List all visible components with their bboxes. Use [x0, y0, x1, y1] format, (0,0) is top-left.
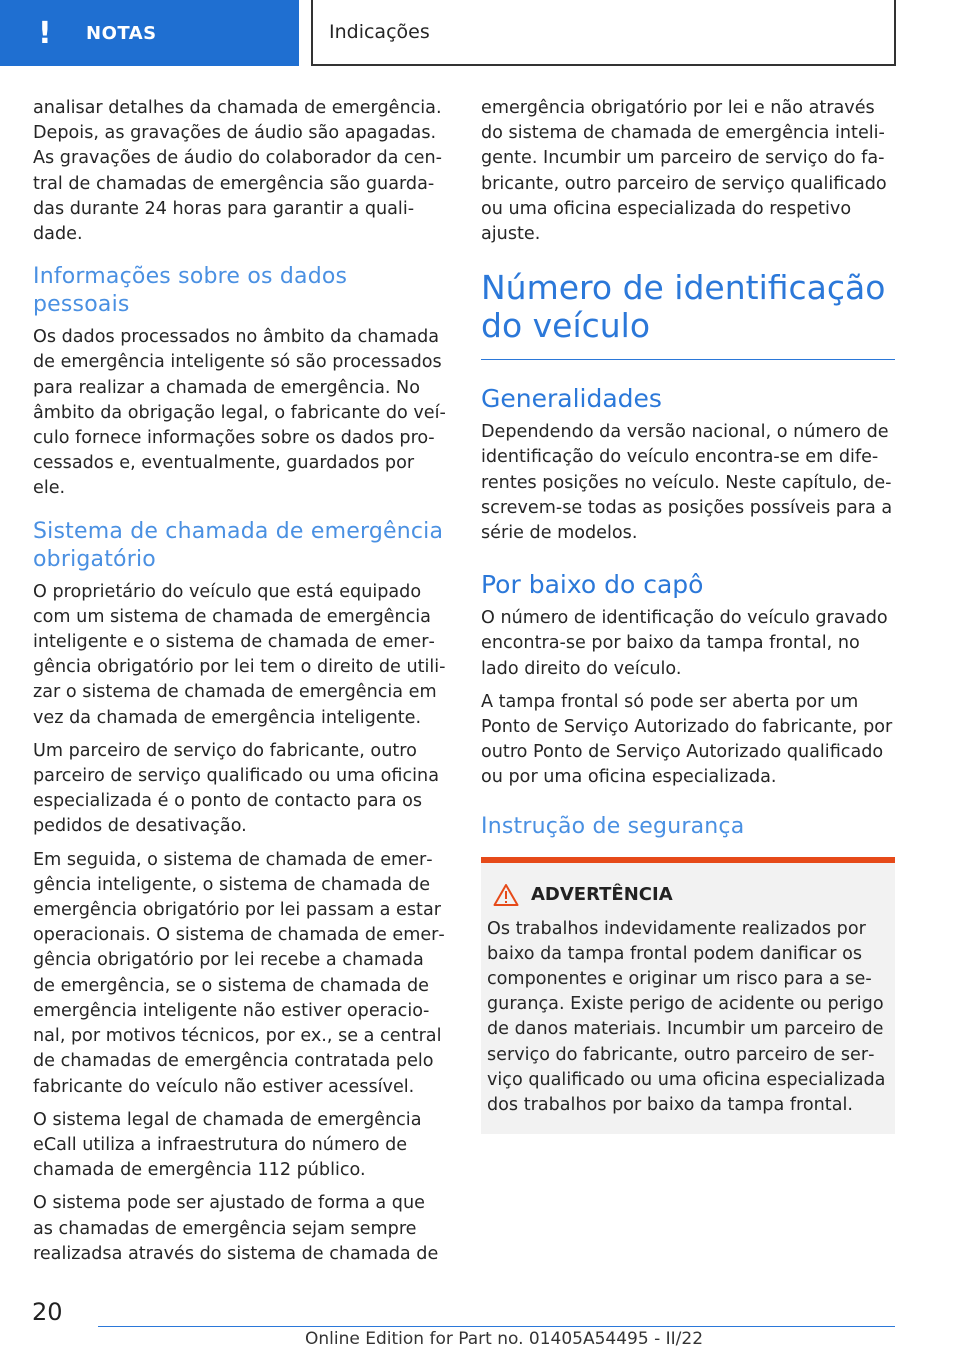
page-number: 20 — [32, 1298, 63, 1326]
paragraph: emergência obrigatório por lei e não através do sistema de chamada de emergência inteligente. Incumbir um parceiro de serviço do fabricante, outro parceiro de serviço qualificado ou uma oficina especializada do respetivo ajuste. — [481, 98, 887, 245]
exclamation-icon: ! — [38, 15, 52, 51]
heading-general: Generalidades — [481, 384, 662, 414]
heading-mandatory-emergency-call: Sistema de chamada de emergência obrigatório — [33, 518, 444, 572]
paragraph: O sistema legal de chamada de emergência eCall utiliza a infraestrutura do número de chamada de emergência 112 público. — [33, 1109, 422, 1181]
notes-tab — [0, 0, 299, 66]
paragraph: O número de identificação do veículo gravado encontra-se por baixo da tampa frontal, no lado direito do veículo. — [481, 608, 888, 679]
paragraph: Dependendo da versão nacional, o número de identificação do veículo encontra-se em diferentes posições no veículo. Neste capítulo, descrevem-se todas as posições possíveis para a série de modelos. — [481, 422, 893, 544]
chapter-divider — [481, 359, 895, 360]
warning-triangle-icon — [493, 883, 519, 907]
notes-label: NOTAS — [86, 22, 157, 44]
paragraph: Os dados processados no âmbito da chamada de emergência inteligente só são processados para realizar a chamada de emergência. No âmbito da obrigação legal, o fabricante do veículo fornece informações sobre os dados processados e, eventualmente, guardados por ele. — [33, 327, 446, 499]
warning-header — [487, 883, 889, 907]
edition-note: Online Edition for Part no. 01405A54495 - II/22 — [305, 1329, 704, 1349]
paragraph: analisar detalhes da chamada de emergência. Depois, as gravações de áudio são apagadas. As gravações de áudio do colaborador da central de chamadas de emergência são guardadas durante 24 horas para garantir a qualidade. — [33, 98, 443, 245]
heading-personal-data: Informações sobre os dados pessoais — [33, 264, 348, 318]
warning-box — [481, 857, 895, 1135]
paragraph: Em seguida, o sistema de chamada de emergência inteligente, o sistema de chamada de emergência obrigatório por lei passam a estar operacionais. O sistema de chamada de emergência obrigatório por lei recebe a chamada de emergência, se o sistema de chamada de emergência inteligente não estiver operacional, por motivos técnicos, por ex., se a central de chamadas de emergência contratada pelo fabricante do veículo não estiver acessível. — [33, 849, 445, 1097]
footer-divider — [98, 1326, 895, 1327]
chapter-title-vin: Número de identificação do veículo — [481, 268, 886, 346]
paragraph: Um parceiro de serviço do fabricante, outro parceiro de serviço qualificado ou uma oficina especializada é o ponto de contacto para os pedidos de desativação. — [33, 740, 439, 837]
heading-under-hood: Por baixo do capô — [481, 570, 704, 600]
warning-title: ADVERTÊNCIA — [531, 884, 673, 906]
left-column — [33, 96, 447, 1275]
section-label: Indicações — [329, 21, 430, 43]
heading-safety-instruction: Instrução de segurança — [481, 813, 745, 839]
section-tab — [311, 0, 896, 66]
right-column — [481, 96, 895, 1134]
page-header — [0, 0, 960, 66]
paragraph: O proprietário do veículo que está equipado com um sistema de chamada de emergência inteligente e o sistema de chamada de emergência obrigatório por lei tem o direito de utilizar o sistema de chamada de emergência em vez da chamada de emergência inteligente. — [33, 581, 446, 728]
paragraph: A tampa frontal só pode ser aberta por um Ponto de Serviço Autorizado do fabricante, por outro Ponto de Serviço Autorizado qualificado ou por uma oficina especializada. — [481, 691, 893, 788]
warning-text: Os trabalhos indevidamente realizados por baixo da tampa frontal podem danificar os componentes e originar um risco para a segurança. Existe perigo de acidente ou perigo de danos materiais. Incumbir um parceiro de serviço do fabricante, outro parceiro de serviço qualificado ou uma oficina especializada dos trabalhos por baixo da tampa frontal. — [487, 918, 886, 1116]
paragraph: O sistema pode ser ajustado de forma a que as chamadas de emergência sejam sempre realizadsa através do sistema de chamada de — [33, 1193, 439, 1264]
